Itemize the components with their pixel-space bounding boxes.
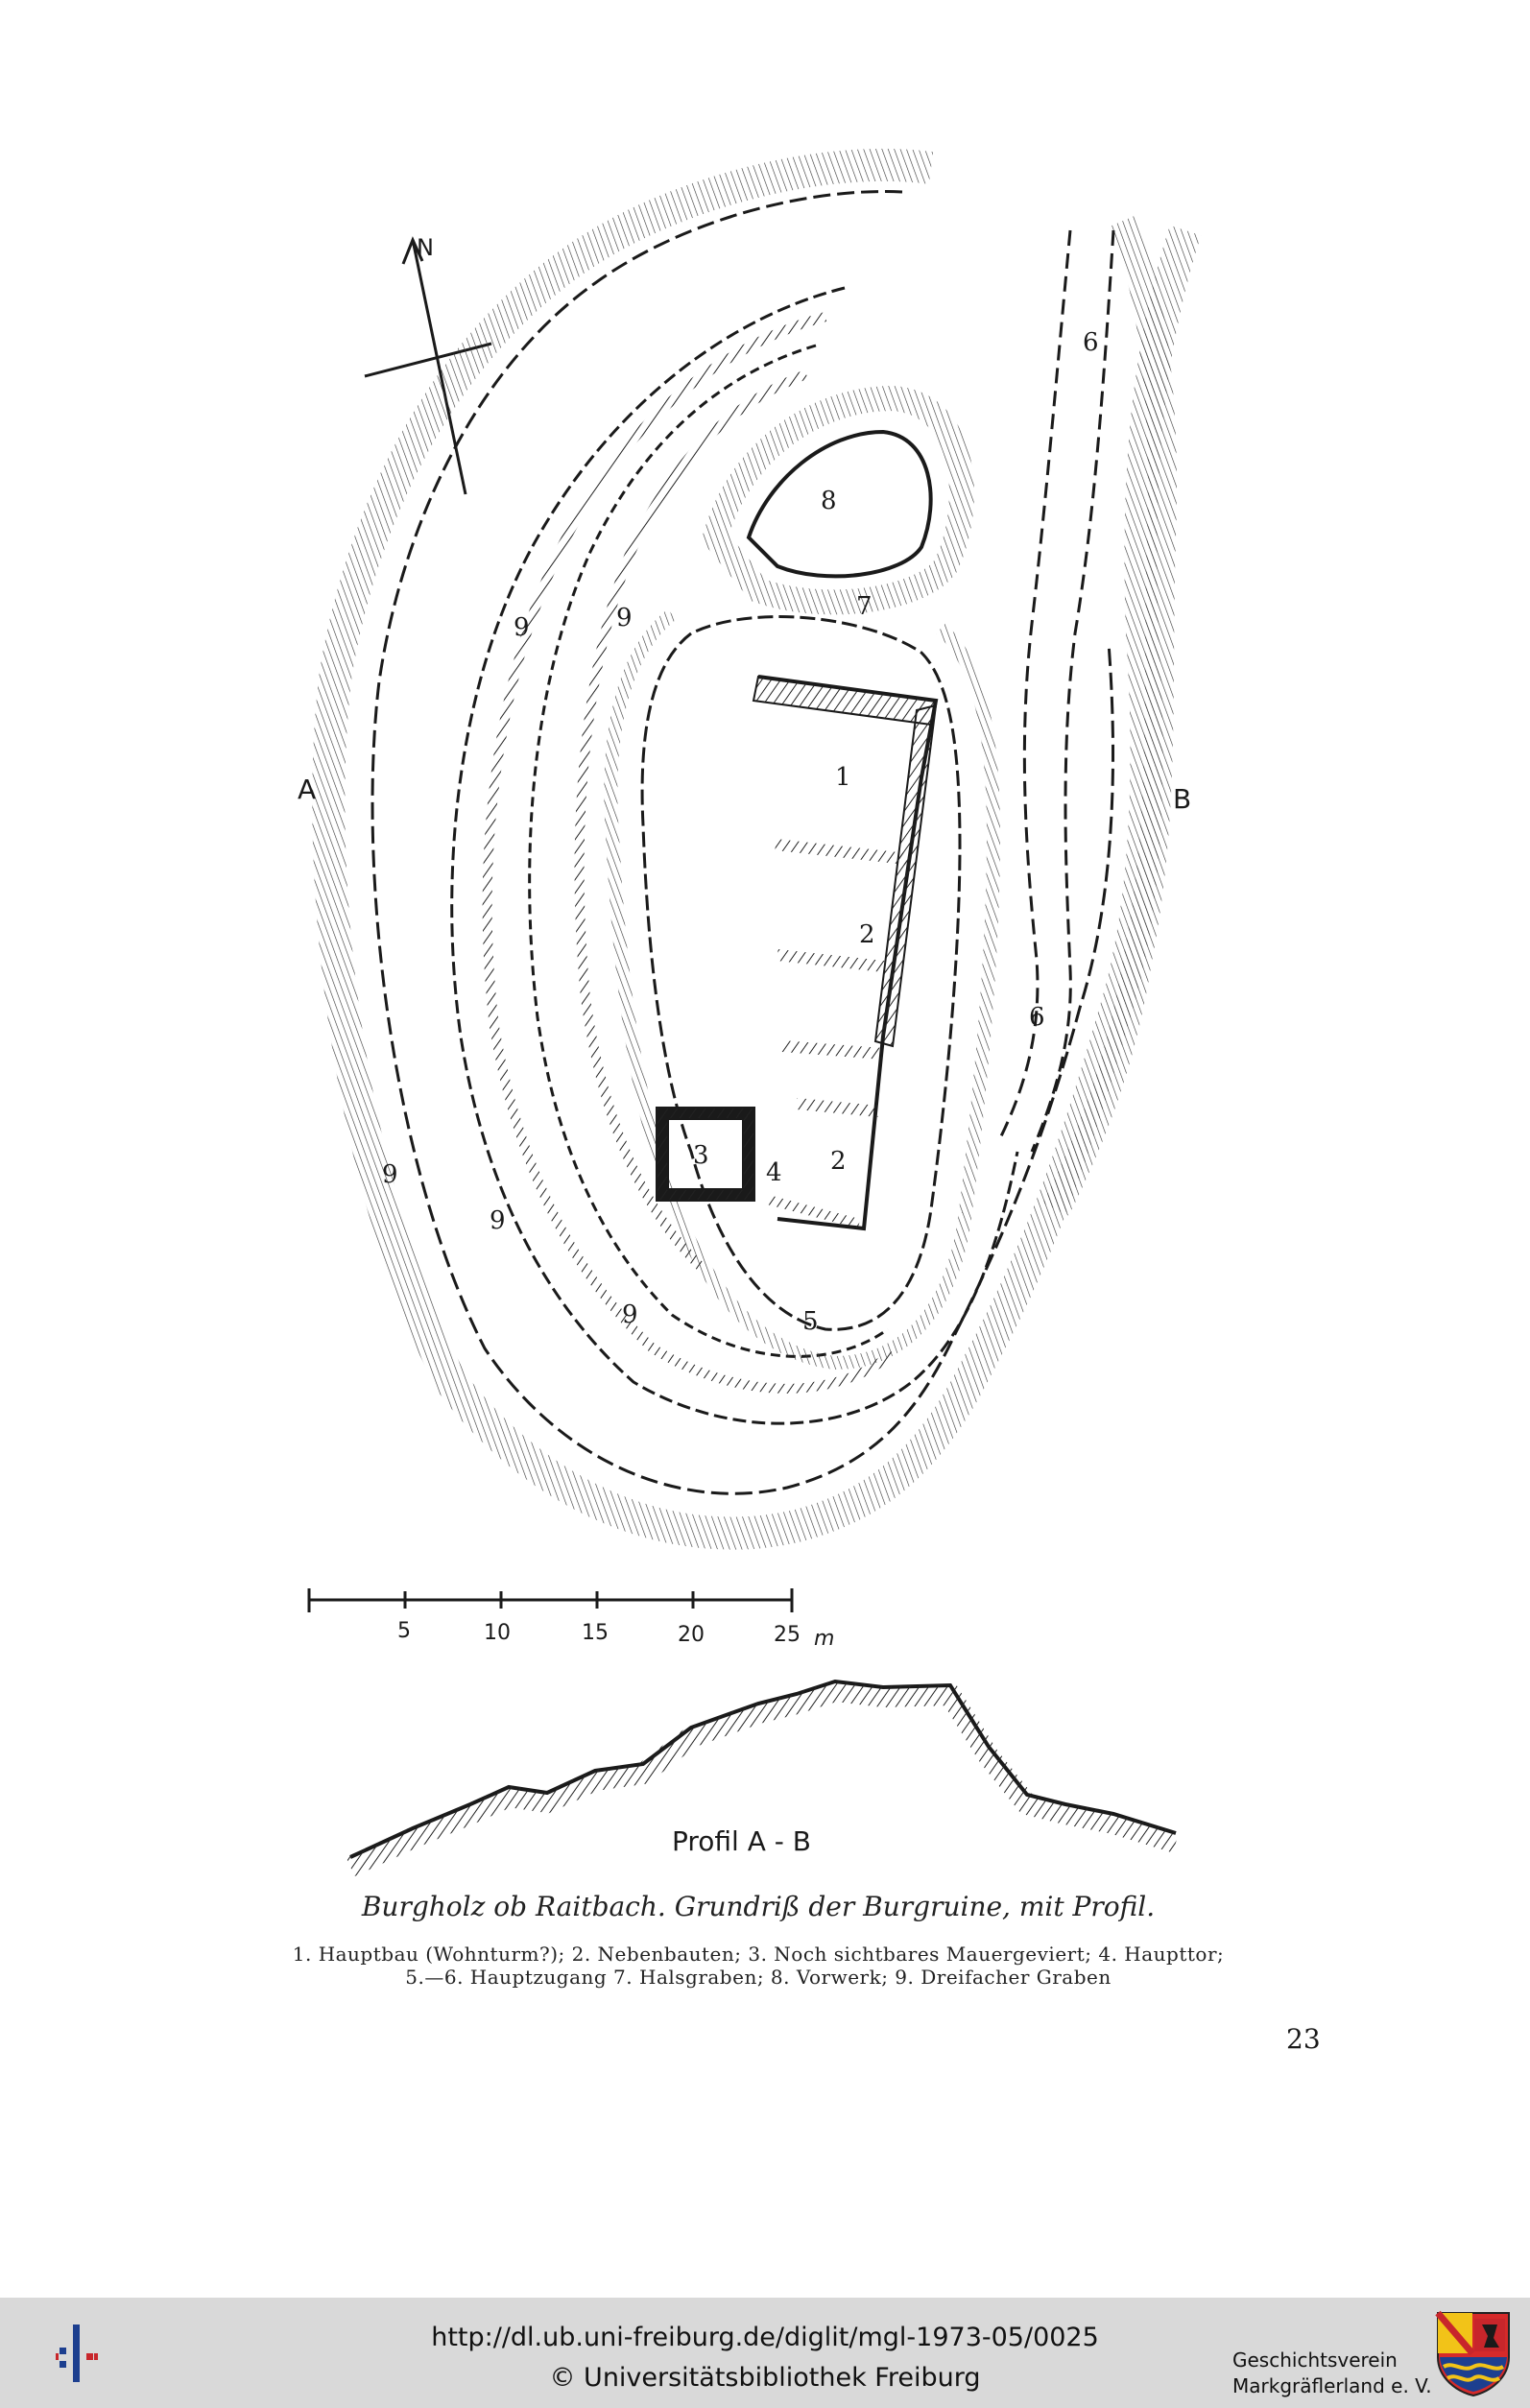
- society-name: [1232, 2348, 1432, 2399]
- feature-2a: 2: [859, 920, 875, 949]
- society-name-line-1: Geschichtsverein: [1232, 2348, 1398, 2372]
- scale-tick-15: 15: [582, 1621, 609, 1645]
- feature-8: 8: [821, 487, 837, 515]
- feature-7: 7: [856, 592, 873, 621]
- inner-plateau: [610, 614, 993, 1363]
- source-link[interactable]: http://dl.ub.uni-freiburg.de/diglit/mgl-1973-05/0025: [431, 2323, 1099, 2352]
- coat-of-arms-icon: [1434, 2309, 1513, 2397]
- profile-point-b: B: [1173, 783, 1192, 815]
- feature-5: 5: [802, 1307, 819, 1336]
- feature-6b: 6: [1029, 1003, 1045, 1032]
- north-label: N: [417, 234, 434, 261]
- triple-ditch-rings: [452, 288, 1017, 1423]
- scale-labels: [397, 1619, 834, 1651]
- scale-tick-25: 25: [774, 1623, 801, 1647]
- scale-tick-10: 10: [484, 1621, 511, 1645]
- feature-2b: 2: [830, 1147, 847, 1176]
- main-building: [753, 677, 936, 1228]
- page-number: 23: [1286, 2023, 1321, 2055]
- feature-6a: 6: [1083, 328, 1099, 357]
- profile-section: [350, 1681, 1176, 1867]
- scale-tick-20: 20: [678, 1623, 705, 1647]
- scale-tick-5: 5: [397, 1619, 411, 1643]
- legend-line-1: 1. Hauptbau (Wohnturm?); 2. Nebenbauten; 3. Noch sichtbares Mauergeviert; 4. Haupttor;: [292, 1943, 1225, 1966]
- outwork: [715, 398, 962, 602]
- access-path: [998, 230, 1113, 1152]
- legend-line-2: 5.—6. Hauptzugang 7. Halsgraben; 8. Vorwerk; 9. Dreifacher Graben: [405, 1966, 1112, 1989]
- right-slope-hachures: [1056, 221, 1162, 1209]
- feature-3: 3: [693, 1141, 709, 1170]
- feature-9c: 9: [382, 1160, 398, 1189]
- profile-point-a: A: [298, 774, 317, 805]
- society-name-line-2: Markgräflerland e. V.: [1232, 2374, 1432, 2397]
- profile-label: Profil A - B: [672, 1825, 812, 1857]
- footer-bar: [0, 2298, 1530, 2408]
- footer-copyright: © Universitätsbibliothek Freiburg: [549, 2363, 981, 2393]
- feature-9b: 9: [616, 604, 633, 632]
- feature-1: 1: [835, 763, 851, 792]
- scale-unit: m: [814, 1627, 835, 1651]
- feature-9a: 9: [514, 613, 530, 642]
- feature-4: 4: [766, 1158, 782, 1187]
- feature-9e: 9: [622, 1300, 638, 1329]
- scale-bar: [309, 1588, 792, 1612]
- feature-9d: 9: [490, 1206, 506, 1235]
- figure-title: Burgholz ob Raitbach. Grundriß der Burgruine, mit Profil.: [361, 1891, 1156, 1922]
